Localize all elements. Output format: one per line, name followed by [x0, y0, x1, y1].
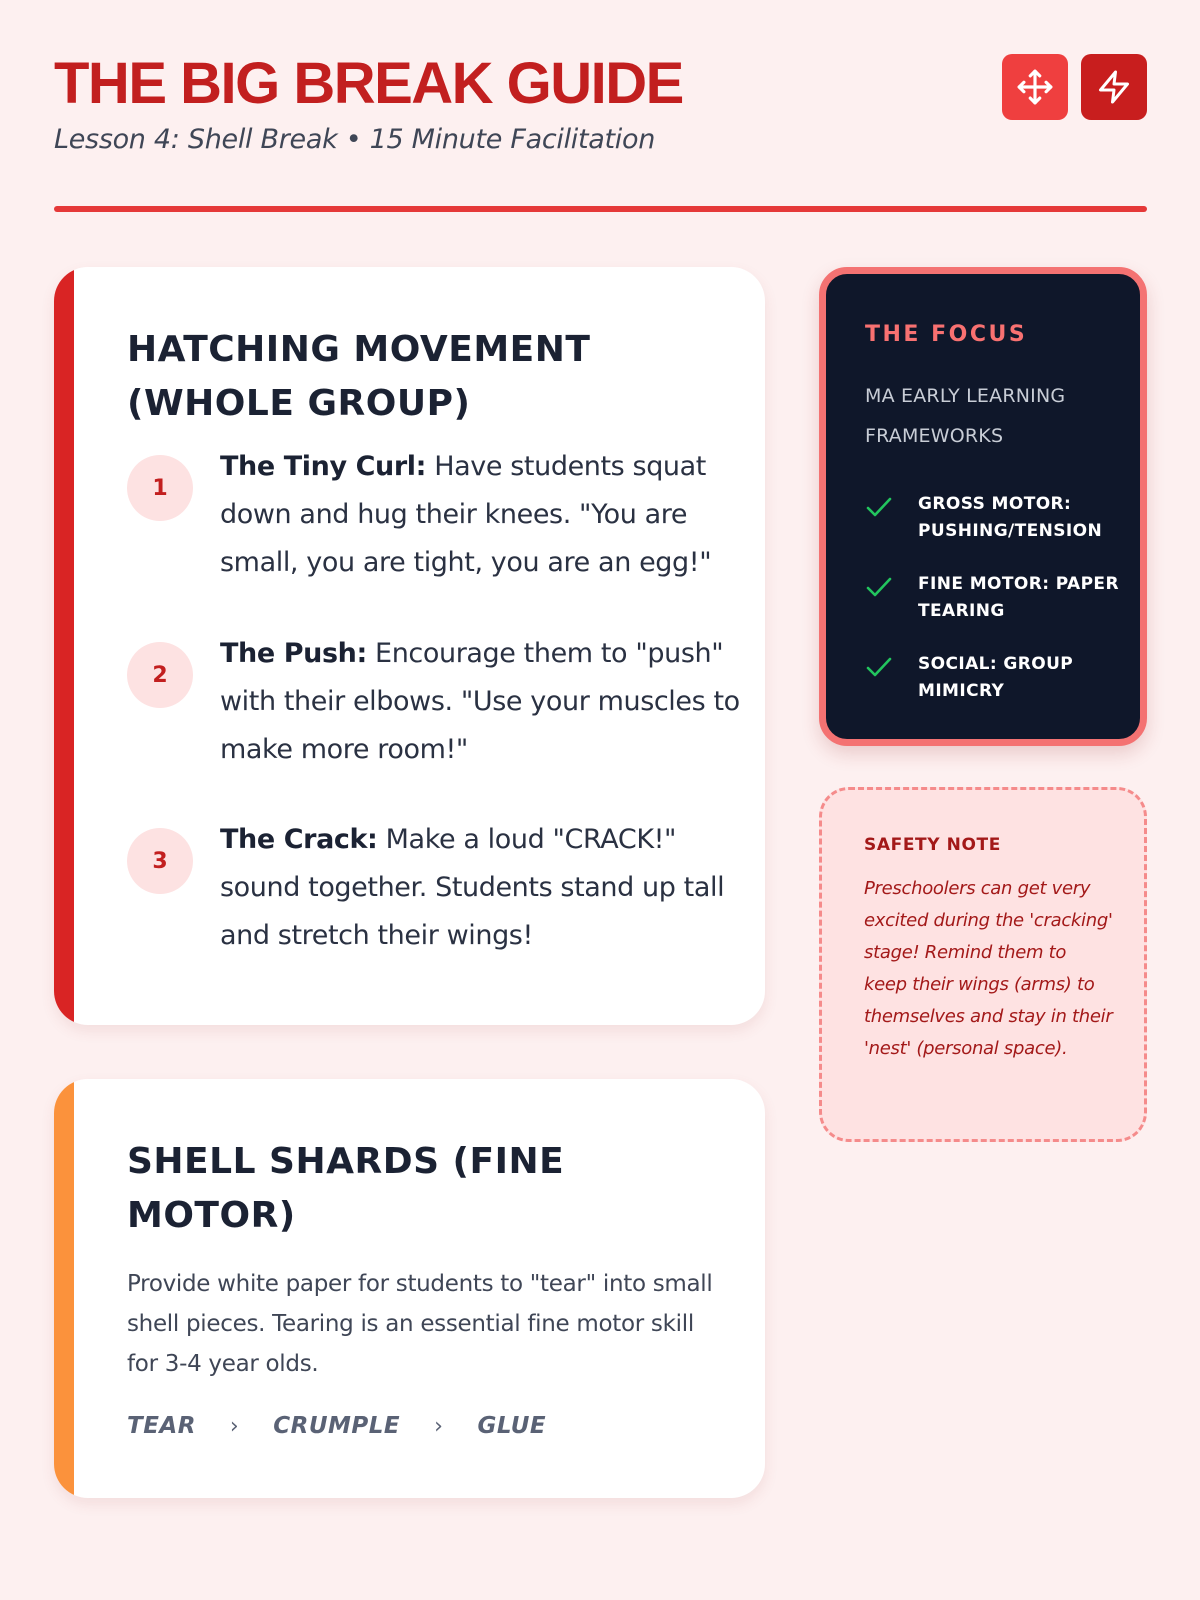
shell-shards-description: Provide white paper for students to "tear" into small shell pieces. Tearing is an essential fine motor skill for 3-4 year olds. [127, 1271, 713, 1377]
card-accent-stripe [54, 267, 74, 1025]
move-arrows-icon [1016, 68, 1054, 106]
step-description: Encourage them to "push" with their elbows. "Use your muscles to make more room!" [220, 638, 740, 765]
card-accent-stripe [54, 1079, 74, 1498]
step-label: The Tiny Curl: [220, 451, 427, 482]
safety-note-title: SAFETY NOTE [864, 835, 1001, 855]
step-number-badge: 1 [127, 455, 193, 521]
focus-item-label: SOCIAL: GROUP MIMICRY [918, 654, 1074, 701]
chevron-right-icon: › [229, 1413, 240, 1439]
safety-note-panel [819, 787, 1147, 1142]
checkmark-icon [865, 495, 893, 519]
shell-shards-card [54, 1079, 765, 1498]
flow-step-glue: GLUE [477, 1413, 547, 1439]
step-text [220, 816, 740, 960]
step-description: Make a loud "CRACK!" sound together. Students stand up tall and stretch their wings! [220, 824, 725, 951]
step-text [220, 630, 740, 774]
checkmark-icon [865, 655, 893, 679]
focus-panel [819, 267, 1147, 746]
hatching-movement-card [54, 267, 765, 1025]
focus-item-label: GROSS MOTOR: PUSHING/TENSION [918, 494, 1103, 541]
step-description: Have students squat down and hug their knees. "You are small, you are tight, you are an egg!" [220, 451, 712, 578]
safety-note-text: Preschoolers can get very excited during the 'cracking' stage! Remind them to keep their wings (arms) to themselves and stay in their 'nest' (personal space). [864, 878, 1113, 1059]
move-button[interactable] [1002, 54, 1068, 120]
step-label: The Crack: [220, 824, 378, 855]
energy-button[interactable] [1081, 54, 1147, 120]
header-buttons [1002, 54, 1147, 120]
focus-subtitle: MA EARLY LEARNING FRAMEWORKS [865, 385, 1066, 447]
activity-flow [127, 1413, 546, 1439]
header-divider [54, 206, 1147, 212]
step-number-badge: 3 [127, 828, 193, 894]
checkmark-icon [865, 575, 893, 599]
page-title: THE BIG BREAK GUIDE [54, 51, 683, 116]
focus-title: THE FOCUS [865, 322, 1028, 347]
hatching-movement-title: HATCHING MOVEMENT (WHOLE GROUP) [127, 329, 591, 424]
shell-shards-title: SHELL SHARDS (FINE MOTOR) [127, 1141, 565, 1236]
flow-step-tear: TEAR [127, 1413, 196, 1439]
step-label: The Push: [220, 638, 367, 669]
flow-step-crumple: CRUMPLE [273, 1413, 401, 1439]
lightning-bolt-icon [1096, 69, 1132, 105]
step-text [220, 443, 740, 587]
header [54, 52, 1147, 212]
focus-item-label: FINE MOTOR: PAPER TEARING [918, 574, 1119, 621]
step-number-badge: 2 [127, 642, 193, 708]
page-subtitle: Lesson 4: Shell Break • 15 Minute Facilitation [54, 124, 656, 155]
chevron-right-icon: › [434, 1413, 444, 1439]
